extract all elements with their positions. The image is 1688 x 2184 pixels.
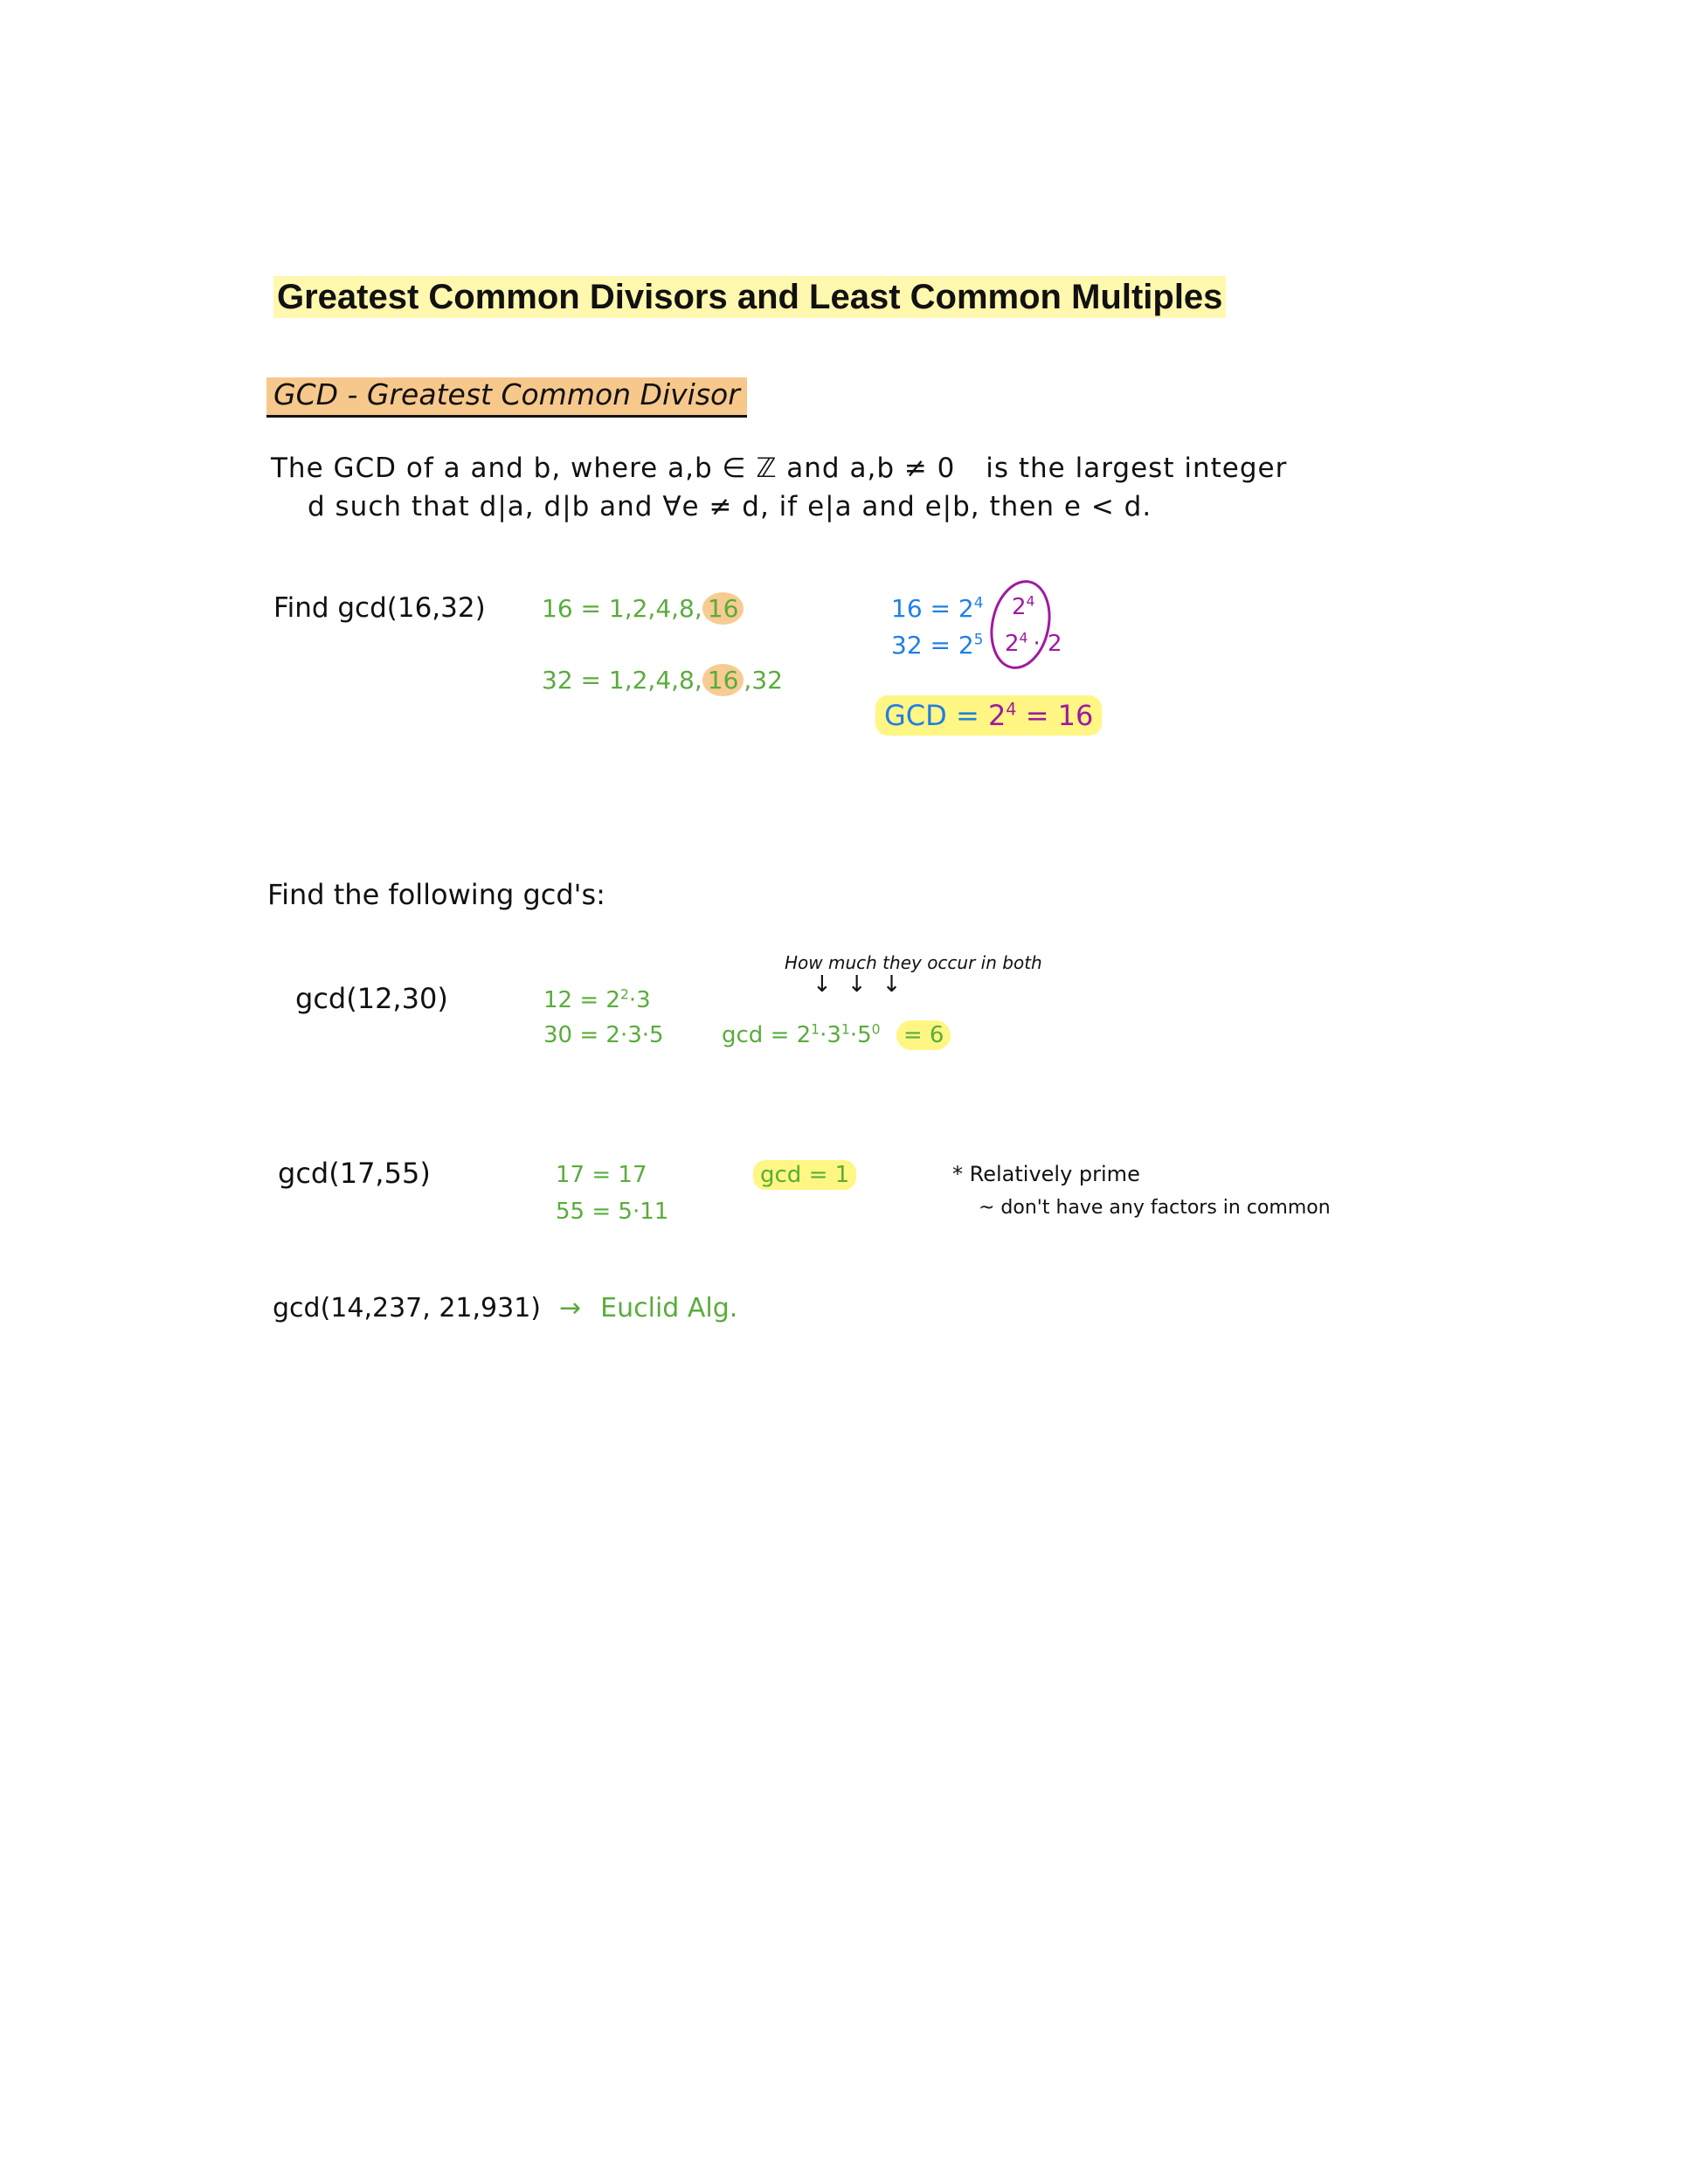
factor-17-text: 17 = 17 xyxy=(556,1162,647,1188)
circled-b-base: 2 xyxy=(1005,631,1020,657)
example1-factor-32 xyxy=(891,631,983,660)
result-exp: 4 xyxy=(1006,699,1017,720)
circled-factor-b xyxy=(1005,631,1062,657)
definition-line-1 xyxy=(271,453,1287,484)
result2-p2: ·3 xyxy=(820,1022,841,1048)
example3-factor-55 xyxy=(556,1199,668,1225)
example3-result-highlight xyxy=(753,1160,856,1190)
result2-answer: = 6 xyxy=(903,1022,944,1048)
circle-outline xyxy=(986,577,1055,673)
factor-32-base: 32 = 2 xyxy=(891,631,974,660)
example3-note-2 xyxy=(979,1197,1331,1219)
section-heading-highlight xyxy=(266,377,747,418)
page-title xyxy=(273,278,1226,317)
note-relatively-prime: * Relatively prime xyxy=(952,1162,1140,1186)
factor-16-base: 16 = 2 xyxy=(891,594,974,623)
divisors-32-suffix: ,32 xyxy=(744,666,783,695)
title-highlight xyxy=(273,276,1226,318)
title-text: Greatest Common Divisors and Least Common Multiples xyxy=(277,278,1223,316)
result2-e2: 1 xyxy=(841,1021,850,1038)
factor-16-exp: 4 xyxy=(973,593,984,612)
divisors-32-hl-text: 16 xyxy=(707,666,739,695)
example1-divisors-32 xyxy=(542,666,783,695)
circled-factor-oval xyxy=(986,577,1055,673)
arrow-right-icon: → xyxy=(559,1293,582,1324)
factor-30-text: 30 = 2·3·5 xyxy=(543,1022,664,1048)
find-following-text: Find the following gcd's: xyxy=(267,878,605,911)
circled-b-exp: 4 xyxy=(1019,630,1028,646)
example4-label-text: gcd(14,237, 21,931) xyxy=(273,1293,542,1324)
example3-factor-17 xyxy=(556,1162,647,1188)
example2-note xyxy=(785,952,1042,973)
factor-55-text: 55 = 5·11 xyxy=(556,1199,669,1225)
section-heading xyxy=(266,377,747,411)
result2-p3: ·5 xyxy=(849,1022,872,1048)
result-suffix: = 16 xyxy=(1016,699,1094,732)
example1-result xyxy=(875,699,1102,732)
example4-method xyxy=(559,1293,737,1324)
section-heading-text: GCD - Greatest Common Divisor xyxy=(273,377,740,411)
example2-note-text: How much they occur in both xyxy=(785,952,1042,973)
example3-result xyxy=(753,1162,856,1188)
example1-label xyxy=(273,592,486,624)
factor-32-exp: 5 xyxy=(973,630,984,648)
note-no-common-factors: ~ don't have any factors in common xyxy=(979,1197,1331,1219)
result-base: 2 xyxy=(987,699,1007,732)
example1-result-highlight xyxy=(875,695,1102,736)
factor-12-exp: 2 xyxy=(619,986,629,1003)
arrow-down-icon: ↓ xyxy=(882,971,917,998)
example2-label xyxy=(295,982,448,1015)
factor-12-suffix: ·3 xyxy=(628,987,651,1013)
divisors-32-prefix: 32 = 1,2,4,8, xyxy=(542,666,702,695)
example2-result xyxy=(722,1022,951,1048)
arrow-down-icon: ↓ xyxy=(813,971,847,998)
arrow-down-icon: ↓ xyxy=(847,971,882,998)
circled-extra: · 2 xyxy=(1033,631,1062,657)
example1-factor-16 xyxy=(891,594,983,623)
circled-a-exp: 4 xyxy=(1026,593,1035,610)
definition-line-1-part-1: The GCD of a and b, where a,b ∈ ℤ and a,b ≠ 0 xyxy=(271,453,956,484)
example2-factor-12 xyxy=(543,987,651,1013)
example2-factor-30 xyxy=(543,1022,664,1048)
divisors-16-hl-text: 16 xyxy=(707,594,739,623)
example3-note-1 xyxy=(952,1162,1140,1186)
result2-e1: 1 xyxy=(811,1021,820,1038)
result2-prefix: gcd = 2 xyxy=(722,1022,812,1048)
example1-divisors-16 xyxy=(542,594,744,623)
result2-e3: 0 xyxy=(871,1021,881,1038)
find-following-heading xyxy=(267,878,605,911)
divisors-16-prefix: 16 = 1,2,4,8, xyxy=(542,594,702,623)
example2-arrows xyxy=(813,971,917,998)
definition-line-2 xyxy=(308,491,1152,522)
definition-line-2-text: d such that d|a, d|b and ∀e ≠ d, if e|a and e|b, then e < d. xyxy=(308,491,1152,522)
example3-label-text: gcd(17,55) xyxy=(278,1157,431,1190)
example3-label xyxy=(278,1157,431,1190)
example4-label xyxy=(273,1293,541,1324)
example1-label-text: Find gcd(16,32) xyxy=(273,592,486,624)
circled-factor-a xyxy=(1012,594,1034,620)
factor-12-base: 12 = 2 xyxy=(543,987,620,1013)
definition-line-1-part-2: is the largest integer xyxy=(986,453,1288,484)
example3-result-text: gcd = 1 xyxy=(760,1162,850,1188)
divisors-16-highlight xyxy=(702,592,744,625)
circled-a-base: 2 xyxy=(1012,594,1027,620)
result2-answer-highlight xyxy=(896,1020,951,1050)
divisors-32-highlight xyxy=(702,664,744,696)
result-prefix: GCD = xyxy=(884,699,988,732)
example2-label-text: gcd(12,30) xyxy=(295,982,448,1015)
euclid-alg-text: Euclid Alg. xyxy=(600,1293,738,1324)
